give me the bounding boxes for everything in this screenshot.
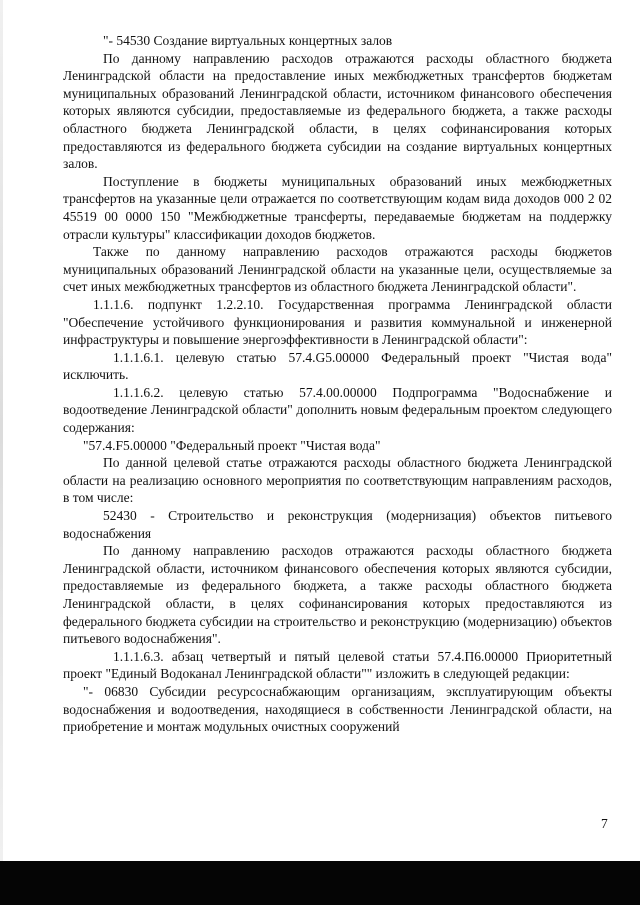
paragraph-subpoint: 1.1.1.6.2. целевую статью 57.4.00.00000 Подпрограмма "Водоснабжение и водоотведение Ленинградской области" дополнить новым федеральным проектом следующего содержания: <box>63 384 612 436</box>
paragraph-heading-f5: "57.4.F5.00000 "Федеральный проект "Чистая вода" <box>83 437 381 453</box>
document-body <box>63 32 612 736</box>
paragraph-heading-06830: "- 06830 Субсидии ресурсоснабжающим организациям, эксплуатирующим объекты водоснабжения и водоотведения, находящиеся в собственности Ленинградской области, на приобретение и монтаж модульных очистных сооружений <box>63 683 612 735</box>
page-number: 7 <box>601 816 608 831</box>
paragraph: По данной целевой статье отражаются расходы областного бюджета Ленинградской области на реализацию основного мероприятия по соответствующим направлениям расходов, в том числе: <box>63 455 612 506</box>
paragraph-subpoint: 1.1.1.6. подпункт 1.2.2.10. Государственная программа Ленинградской области "Обеспечение устойчивого функционирования и развития коммунальной и инженерной инфраструктуры и повышение энергоэффективности в Ленинградской области": <box>63 296 612 348</box>
paragraph-heading-54530: "- 54530 Создание виртуальных концертных залов <box>103 33 393 48</box>
scan-left-edge <box>0 0 3 861</box>
paragraph-subpoint: 1.1.1.6.1. целевую статью 57.4.G5.00000 Федеральный проект "Чистая вода" исключить. <box>63 349 612 383</box>
scan-bottom-border <box>0 861 640 905</box>
paragraph-subpoint: 1.1.1.6.3. абзац четвертый и пятый целевой статьи 57.4.П6.00000 Приоритетный проект "Единый Водоканал Ленинградской области"" изложить в следующей редакции: <box>63 648 612 682</box>
paragraph: Также по данному направлению расходов отражаются расходы бюджетов муниципальных образований Ленинградской области на указанные цели, осуществляемые за счет иных межбюджетных трансфертов из областного бюджета Ленинградской области". <box>63 244 612 295</box>
paragraph: По данному направлению расходов отражаются расходы областного бюджета Ленинградской области, источником финансового обеспечения которых являются субсидии, предоставляемые из федерального бюджета, а также расходы областного бюджета Ленинградской области, в целях софинансирования которых предоставляются из федерального бюджета субсидии на строительство и реконструкцию (модернизацию) объектов питьевого водоснабжения". <box>63 543 612 647</box>
paragraph-heading-52430: 52430 - Строительство и реконструкция (модернизация) объектов питьевого водоснабжения <box>63 508 612 541</box>
paragraph: Поступление в бюджеты муниципальных образований иных межбюджетных трансфертов на указанные цели отражается по соответствующим кодам вида доходов 000 2 02 45519 00 0000 150 "Межбюджетные трансферты, передаваемые бюджетам на поддержку отрасли культуры" классификации доходов бюджетов. <box>63 173 612 242</box>
paragraph: По данному направлению расходов отражаются расходы областного бюджета Ленинградской области на предоставление иных межбюджетных трансфертов бюджетам муниципальных образований Ленинградской области, источником финансового обеспечения которых являются субсидии, предоставляемые из федерального бюджета, а также расходы областного бюджета Ленинградской области, в целях софинансирования которых предоставляются из федерального бюджета субсидии на создание виртуальных концертных залов. <box>63 50 612 172</box>
